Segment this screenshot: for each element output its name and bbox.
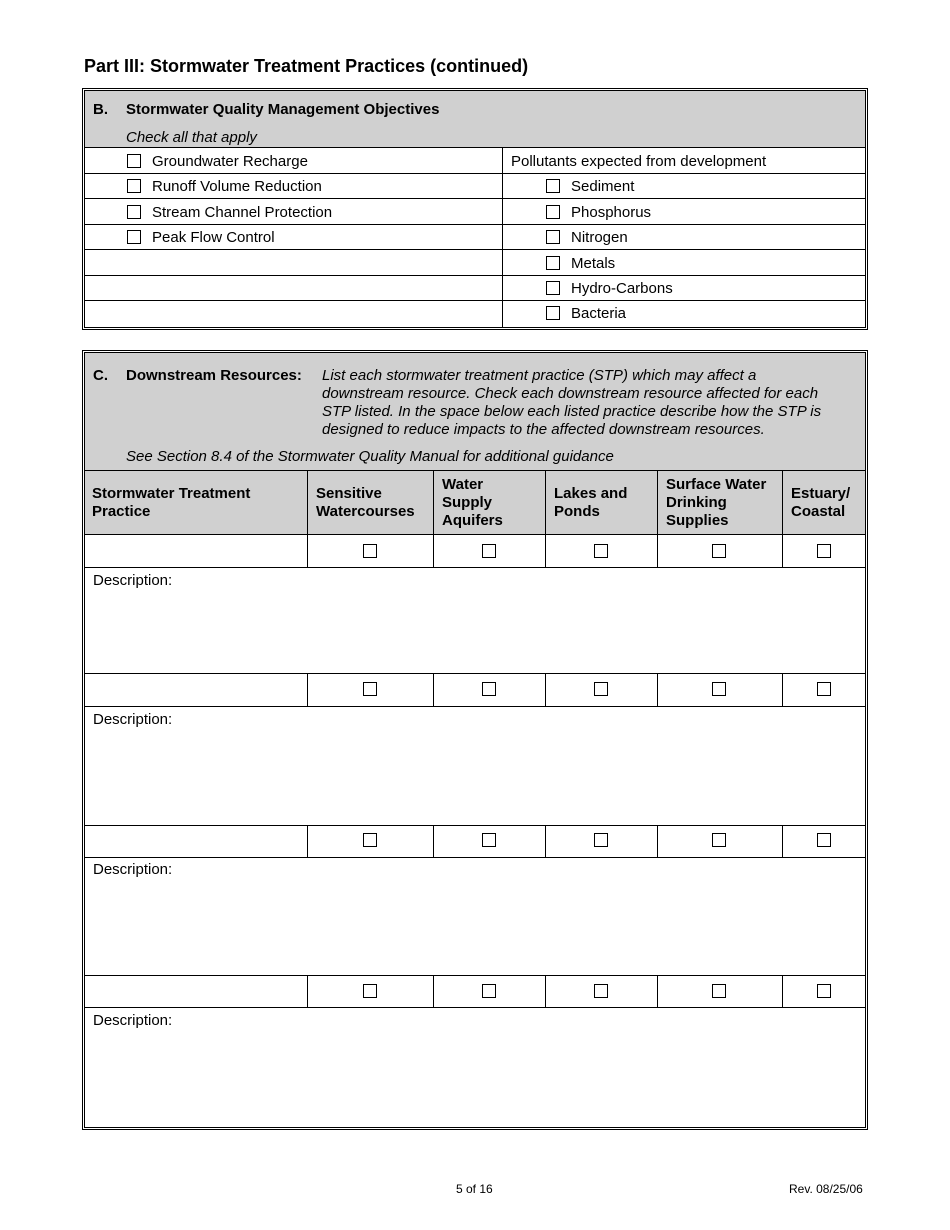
section-c-instruction: List each stormwater treatment practice (STP) which may affect a <box>322 367 757 384</box>
description-area[interactable] <box>86 592 864 672</box>
pollutant-label: Sediment <box>571 178 635 195</box>
page-title: Part III: Stormwater Treatment Practices (continued) <box>84 56 529 76</box>
pollutant-checkbox[interactable] <box>546 256 560 270</box>
section-b-instruction: Check all that apply <box>126 129 257 146</box>
resource-checkbox[interactable] <box>817 682 831 696</box>
section-c-heading: Downstream Resources: <box>126 367 302 384</box>
description-label: Description: <box>93 711 173 728</box>
section-b-letter: B. <box>93 101 108 118</box>
description-area[interactable] <box>86 731 864 823</box>
description-label: Description: <box>93 572 173 589</box>
objective-checkbox[interactable] <box>127 154 141 168</box>
pollutant-label: Hydro-Carbons <box>571 280 673 297</box>
section-c-instruction: STP listed. In the space below each listed practice describe how the STP is <box>322 403 822 420</box>
pollutant-checkbox[interactable] <box>546 306 560 320</box>
description-area[interactable] <box>86 1032 864 1126</box>
section-c-instruction: designed to reduce impacts to the affected downstream resources. <box>322 421 765 438</box>
pollutant-label: Nitrogen <box>571 229 628 246</box>
column-header: Sensitive Watercourses <box>316 485 415 520</box>
resource-checkbox[interactable] <box>712 544 726 558</box>
pollutant-label: Bacteria <box>571 305 627 322</box>
pollutant-checkbox[interactable] <box>546 281 560 295</box>
resource-checkbox[interactable] <box>712 833 726 847</box>
practice-name-cell[interactable] <box>86 535 306 566</box>
resource-checkbox[interactable] <box>594 682 608 696</box>
objective-label: Peak Flow Control <box>152 229 275 246</box>
column-header: Stormwater Treatment Practice <box>92 485 251 520</box>
resource-checkbox[interactable] <box>482 544 496 558</box>
resource-checkbox[interactable] <box>817 833 831 847</box>
section-b-heading: Stormwater Quality Management Objectives <box>126 101 440 118</box>
resource-checkbox[interactable] <box>817 984 831 998</box>
objective-checkbox[interactable] <box>127 230 141 244</box>
resource-checkbox[interactable] <box>712 682 726 696</box>
pollutant-checkbox[interactable] <box>546 205 560 219</box>
column-header: Surface Water Drinking Supplies <box>666 476 767 529</box>
resource-checkbox[interactable] <box>363 984 377 998</box>
resource-checkbox[interactable] <box>482 984 496 998</box>
pollutants-label: Pollutants expected from development <box>511 153 767 170</box>
practice-name-cell[interactable] <box>86 976 306 1006</box>
resource-checkbox[interactable] <box>363 544 377 558</box>
resource-checkbox[interactable] <box>482 833 496 847</box>
pollutant-checkbox[interactable] <box>546 230 560 244</box>
section-c-guidance: See Section 8.4 of the Stormwater Quality Manual for additional guidance <box>126 448 614 465</box>
resource-checkbox[interactable] <box>594 544 608 558</box>
objective-label: Stream Channel Protection <box>152 204 333 221</box>
resource-checkbox[interactable] <box>594 984 608 998</box>
revision-date: Rev. 08/25/06 <box>789 1182 863 1196</box>
objective-checkbox[interactable] <box>127 205 141 219</box>
resource-checkbox[interactable] <box>594 833 608 847</box>
column-header: Water Supply Aquifers <box>442 476 503 529</box>
resource-checkbox[interactable] <box>712 984 726 998</box>
objective-checkbox[interactable] <box>127 179 141 193</box>
resource-checkbox[interactable] <box>363 682 377 696</box>
resource-checkbox[interactable] <box>363 833 377 847</box>
pollutant-checkbox[interactable] <box>546 179 560 193</box>
objective-label: Runoff Volume Reduction <box>152 178 322 195</box>
column-header: Lakes and Ponds <box>554 485 628 520</box>
pollutant-label: Metals <box>571 255 616 272</box>
section-c-instruction: downstream resource. Check each downstream resource affected for each <box>322 385 819 402</box>
practice-name-cell[interactable] <box>86 674 306 705</box>
page-number: 5 of 16 <box>456 1182 493 1196</box>
description-area[interactable] <box>86 881 864 973</box>
resource-checkbox[interactable] <box>482 682 496 696</box>
column-header: Estuary/ Coastal <box>791 485 851 520</box>
pollutant-label: Phosphorus <box>571 204 652 221</box>
description-label: Description: <box>93 1012 173 1029</box>
resource-checkbox[interactable] <box>817 544 831 558</box>
objective-label: Groundwater Recharge <box>152 153 308 170</box>
practice-name-cell[interactable] <box>86 826 306 856</box>
section-c-letter: C. <box>93 367 108 384</box>
description-label: Description: <box>93 861 173 878</box>
